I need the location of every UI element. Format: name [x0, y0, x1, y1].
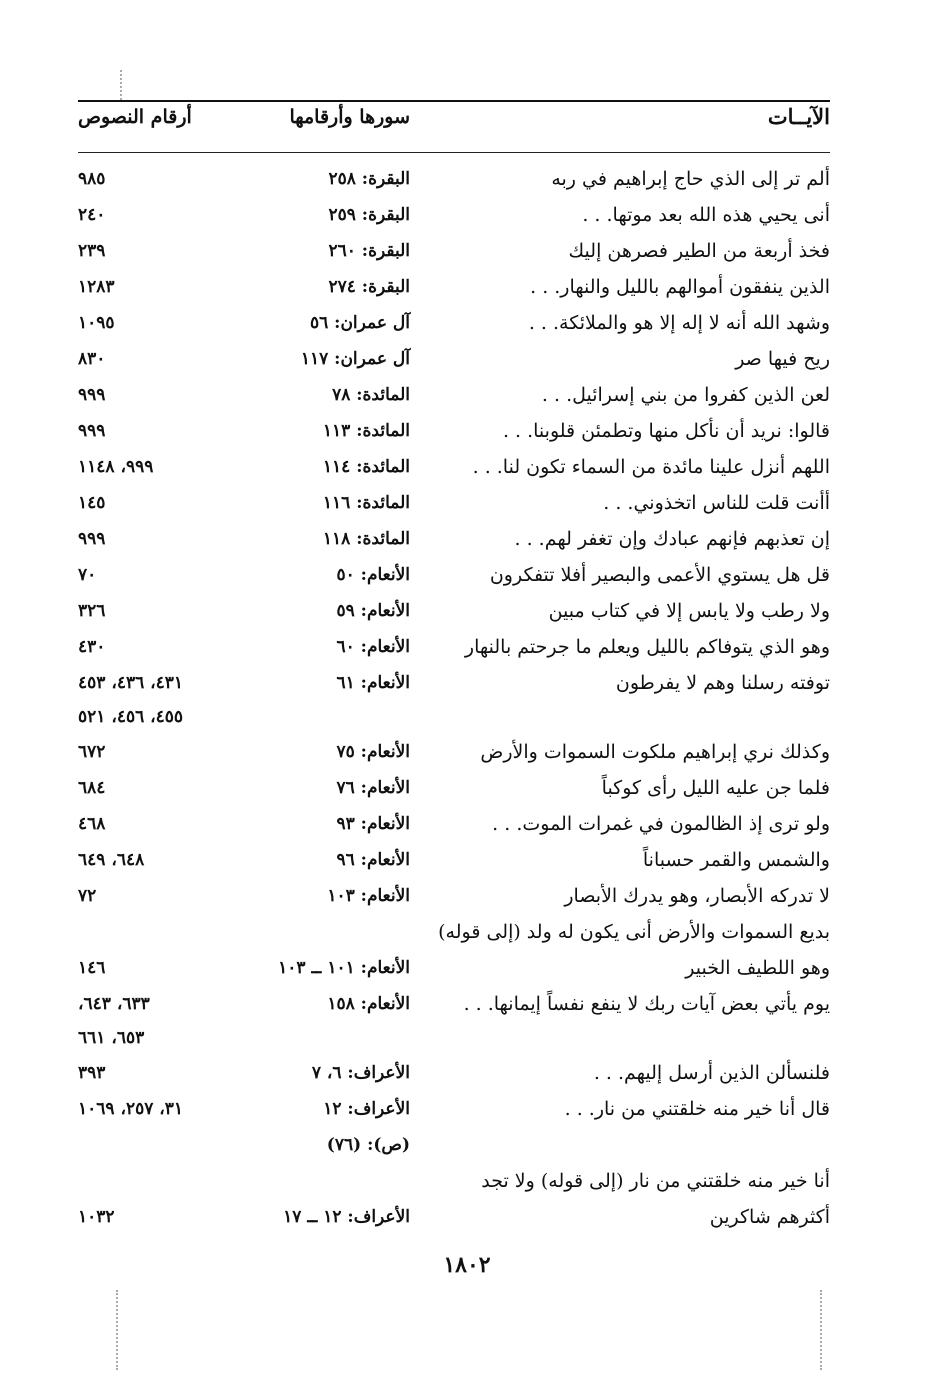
verse-text: بديع السموات والأرض أنى يكون له ولد (إلى قوله) — [438, 921, 830, 943]
verse-text: قالوا: نريد أن نأكل منها وتطمئن قلوبنا. . . — [502, 420, 830, 442]
table-row — [78, 842, 830, 878]
text-numbers: ٢٤٠ — [78, 205, 106, 225]
surah-reference: آل عمران: ١١٧ — [300, 349, 410, 369]
text-numbers: ٧٢ — [78, 886, 97, 906]
table-row — [78, 485, 830, 521]
text-numbers: ١٢٨٣ — [78, 277, 115, 297]
page-number: ١٨٠٢ — [443, 1252, 491, 1278]
text-numbers: ٢٣٩ — [78, 241, 106, 261]
verse-text: يوم يأتي بعض آيات ربك لا ينفع نفساً إيمانها. . . — [463, 993, 830, 1015]
table-row — [78, 521, 830, 557]
table-row — [78, 734, 830, 770]
surah-reference: الأنعام: ٦١ — [336, 673, 410, 693]
text-numbers: ١٤٦ — [78, 958, 106, 978]
surah-reference: المائدة: ١١٨ — [322, 529, 410, 549]
table-row — [78, 1199, 830, 1235]
table-row — [78, 1163, 830, 1199]
verse-text: ألم تر إلى الذي حاج إبراهيم في ربه — [551, 168, 830, 190]
surah-reference: الأعراف: ٦، ٧ — [311, 1063, 410, 1083]
text-numbers: ٩٨٥ — [78, 169, 106, 189]
index-page — [78, 100, 830, 1235]
verse-text: وهو الذي يتوفاكم بالليل ويعلم ما جرحتم بالنهار — [464, 636, 830, 658]
table-row — [78, 593, 830, 629]
surah-reference: البقرة: ٢٥٨ — [328, 169, 410, 189]
table-row — [78, 341, 830, 377]
text-numbers: ٦٧٢ — [78, 742, 106, 762]
verse-text: فلما جن عليه الليل رأى كوكباً — [601, 777, 830, 799]
surah-reference: الأعراف: ١٢ — [323, 1099, 410, 1119]
verse-text: ولا رطب ولا يابس إلا في كتاب مبين — [548, 600, 830, 622]
surah-reference: الأنعام: ٥٠ — [336, 565, 410, 585]
text-numbers: ٣١، ٢٥٧، ١٠٦٩ — [78, 1099, 184, 1119]
text-numbers: ٤٣٠ — [78, 637, 106, 657]
text-numbers: ٤٦٨ — [78, 814, 106, 834]
surah-reference: البقرة: ٢٦٠ — [328, 241, 410, 261]
verse-text: قال أنا خير منه خلقتني من نار. . . — [564, 1098, 830, 1120]
surah-reference: الأنعام: ٩٣ — [336, 814, 410, 834]
surah-reference: الأنعام: ١٥٨ — [327, 994, 410, 1014]
verse-index-list — [78, 153, 830, 1235]
verse-text: أنى يحيي هذه الله بعد موتها. . . — [582, 204, 830, 226]
table-row — [78, 878, 830, 914]
verse-text: وكذلك نري إبراهيم ملكوت السموات والأرض — [480, 741, 830, 763]
text-numbers: ٨٣٠ — [78, 349, 106, 369]
table-row — [78, 629, 830, 665]
verse-text: توفته رسلنا وهم لا يفرطون — [615, 672, 830, 694]
surah-reference: المائدة: ١١٦ — [322, 493, 410, 513]
text-numbers: ٣٢٦ — [78, 601, 106, 621]
margin-dots-left — [120, 70, 122, 100]
table-row — [78, 770, 830, 806]
verse-text: أأنت قلت للناس اتخذوني. . . — [603, 492, 830, 514]
surah-reference: البقرة: ٢٧٤ — [328, 277, 410, 297]
table-row — [78, 413, 830, 449]
table-row — [78, 197, 830, 233]
surahs-column-header: سورها وأرقامها — [289, 106, 410, 128]
text-numbers: ٩٩٩، ١١٤٨ — [78, 457, 154, 477]
verse-text: الذين ينفقون أموالهم بالليل والنهار. . . — [530, 276, 830, 298]
text-numbers: ١٠٣٢ — [78, 1207, 115, 1227]
table-row — [78, 449, 830, 485]
verse-text: أنا خير منه خلقتني من نار (إلى قوله) ولا تجد — [481, 1170, 830, 1192]
surah-reference: آل عمران: ٥٦ — [309, 313, 410, 333]
text-numbers: ٣٩٣ — [78, 1063, 106, 1083]
surah-reference: الأنعام: ٧٥ — [336, 742, 410, 762]
table-row — [78, 665, 830, 734]
verse-text: وهو اللطيف الخبير — [685, 957, 830, 979]
surah-reference: الأنعام: ٦٠ — [336, 637, 410, 657]
verse-text: لعن الذين كفروا من بني إسرائيل. . . — [541, 384, 830, 406]
verse-text: ولو ترى إذ الظالمون في غمرات الموت. . . — [492, 813, 830, 835]
verse-text: اللهم أنزل علينا مائدة من السماء تكون لنا. . . — [472, 456, 830, 478]
table-row — [78, 1091, 830, 1127]
table-row — [78, 557, 830, 593]
text-numbers: ٩٩٩ — [78, 385, 106, 405]
surah-reference: الأعراف: ١٢ ــ ١٧ — [283, 1207, 410, 1227]
surah-reference: الأنعام: ٩٦ — [336, 850, 410, 870]
table-row — [78, 377, 830, 413]
verse-text: فخذ أربعة من الطير فصرهن إليك — [568, 240, 830, 262]
table-row — [78, 806, 830, 842]
surah-reference: الأنعام: ١٠٣ — [327, 886, 410, 906]
text-numbers: ١٤٥ — [78, 493, 106, 513]
surah-reference: المائدة: ١١٣ — [322, 421, 410, 441]
verse-text: أكثرهم شاكرين — [709, 1206, 830, 1228]
text-numbers: ٦٣٣، ٦٤٣، ٦٥٣، ٦٦١ — [78, 994, 150, 1048]
numbers-column-header: أرقام النصوص — [78, 106, 192, 128]
text-numbers: ٩٩٩ — [78, 421, 106, 441]
verse-text: والشمس والقمر حسباناً — [642, 849, 830, 871]
verses-column-header: الآيــات — [767, 104, 830, 129]
table-row — [78, 950, 830, 986]
table-row — [78, 269, 830, 305]
table-row — [78, 1127, 830, 1163]
verse-text: إن تعذبهم فإنهم عبادك وإن تغفر لهم. . . — [514, 528, 830, 550]
text-numbers: ٦٨٤ — [78, 778, 106, 798]
verse-text: ريح فيها صر — [735, 348, 830, 370]
text-numbers: ١٠٩٥ — [78, 313, 115, 333]
table-row — [78, 914, 830, 950]
text-numbers: ٤٣١، ٤٣٦، ٤٥٣ ٤٥٥، ٤٥٦، ٥٢١ — [78, 673, 184, 727]
surah-reference: المائدة: ١١٤ — [322, 457, 410, 477]
surah-reference: المائدة: ٧٨ — [332, 385, 410, 405]
surah-reference: البقرة: ٢٥٩ — [328, 205, 410, 225]
text-numbers: ٦٤٨، ٦٤٩ — [78, 850, 145, 870]
surah-reference: الأنعام: ٧٦ — [336, 778, 410, 798]
surah-reference: الأنعام: ٥٩ — [336, 601, 410, 621]
margin-dots-left-bottom — [116, 1290, 118, 1370]
verse-text: وشهد الله أنه لا إله إلا هو والملائكة. . . — [528, 312, 830, 334]
table-row — [78, 161, 830, 197]
margin-dots-right-bottom — [820, 1290, 822, 1370]
table-header — [78, 102, 830, 153]
verse-text: لا تدركه الأبصار، وهو يدرك الأبصار — [564, 885, 830, 907]
table-row — [78, 986, 830, 1055]
surah-reference: (ص): (٧٦) — [326, 1135, 410, 1155]
table-row — [78, 305, 830, 341]
text-numbers: ٩٩٩ — [78, 529, 106, 549]
verse-text: فلنسألن الذين أرسل إليهم. . . — [593, 1062, 830, 1084]
verse-text: قل هل يستوي الأعمى والبصير أفلا تتفكرون — [489, 564, 830, 586]
text-numbers: ٧٠ — [78, 565, 97, 585]
table-row — [78, 233, 830, 269]
table-row — [78, 1055, 830, 1091]
surah-reference: الأنعام: ١٠١ ــ ١٠٣ — [278, 958, 410, 978]
